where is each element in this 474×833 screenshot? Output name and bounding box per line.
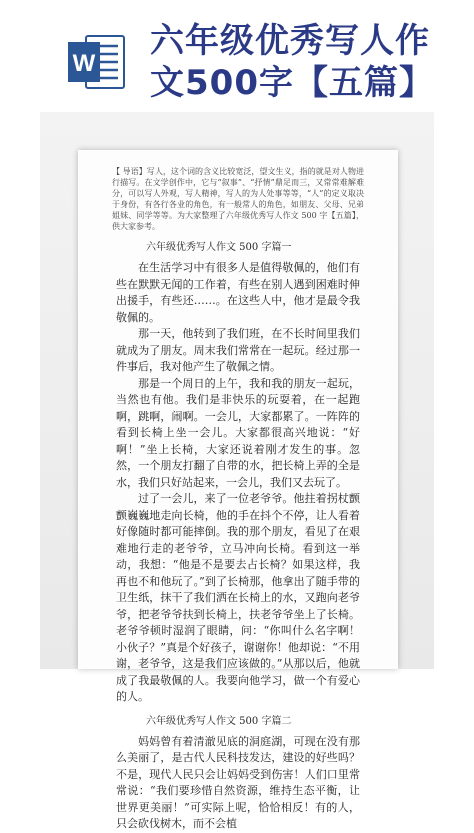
paragraph: 妈妈曾有着清澈见底的洞庭湖，可现在没有那么美丽了，是古代人民科技发达，建设的好些吗？不是，现代人民只会让妈妈受到伤害！人们口里常常说：“我们要珍惜自然资源，维持生态平衡，让世界更美丽！”可实际上呢，恰恰相反！有的人，只会砍伐树木，而不会植 (116, 734, 360, 830)
document-page (78, 150, 398, 830)
essay-1-title: 六年级优秀写人作文 500 字篇一 (146, 242, 292, 253)
essay-2-title: 六年级优秀写人作文 500 字篇二 (146, 715, 292, 727)
document-title (150, 20, 450, 104)
cover-header (0, 0, 474, 112)
title-line-1: 六年级优秀写人作 (150, 21, 430, 61)
paragraph: 在生活学习中有很多人是值得敬佩的，他们有些在默默无闻的工作着，有些在别人遇到困难时伸出援手，有些还……。在这些人中，他才是最令我敬佩的。 (116, 261, 360, 324)
title-line-2: 文500字【五篇】 (150, 63, 434, 103)
guide-paragraph: 【 导语】写人，这个词的含义比较宽泛，望文生义，指的就是对人物进行描写。在文学创作中，它与“叙事”、“抒情”鼎足而三，又常常难解难分，可以写人外观，写人精神，写人的为人处事等等，“人”的定义取决于身份，有各行各业的角色，有一般常人的角色，如朋友、父母、兄弟姐妹、同学等等。为大家整理了六年级优秀写人作文 500 字【五篇】，供大家参考。 (112, 167, 364, 231)
svg-text:W: W (72, 50, 96, 77)
word-icon (64, 30, 128, 94)
paragraph: 那一天，他转到了我们班，在不长时间里我们就成为了朋友。周末我们常常在一起玩。经过那一件事后，我对他产生了敬佩之情。 (116, 327, 360, 373)
essay-1-body (116, 260, 360, 706)
paragraph: 过了一会儿，来了一位老爷爷。他拄着拐杖颤颤巍巍地走向长椅，他的手在抖个不停，让人看着好像随时都可能摔倒。我的那个朋友，看见了在艰难地行走的老爷爷，立马冲向长椅。看到这一举动，我想：“他是不是要去占长椅？如果这样，我再也不和他玩了。”到了长椅那，他拿出了随手带的卫生纸，抹干了我们洒在长椅上的水，又跑向老爷爷，把老爷爷扶到长椅上，扶老爷爷坐上了长椅。老爷爷顿时湿润了眼睛，问：“你叫什么名字啊！小伙子？”真是个好孩子，谢谢你！他却说：“不用谢，老爷爷，这是我们应该做的。”从那以后，他就成了我最敬佩的人。我要向他学习，做一个有爱心的人。 (116, 492, 360, 703)
essay-2-body (116, 734, 360, 833)
paragraph: 那是一个周日的上午，我和我的朋友一起玩，当然也有他。我们是非快乐的玩耍着，在一起跑啊，跳啊，闹啊。一会儿，大家都累了。一阵阵的看到长椅上坐一会儿。大家都很高兴地说：“好啊！”坐上长椅，大家还说着刚才发生的事。忽然，一个朋友打翻了自带的水，把长椅上弄的全是水，我们只好站起来，一会儿，我们又去玩了。 (116, 376, 360, 489)
